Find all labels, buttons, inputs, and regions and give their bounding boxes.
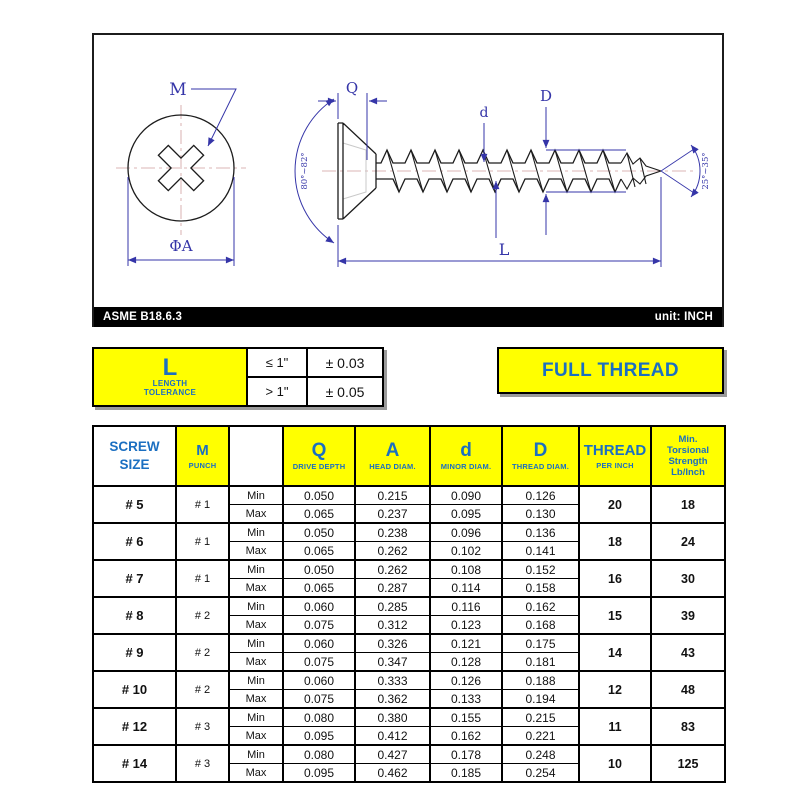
tolerance-title-cell (93, 348, 247, 406)
value-cell: 0.462 (355, 764, 430, 783)
value-cell: 0.312 (355, 616, 430, 635)
thread-per-inch-cell: 11 (579, 708, 651, 745)
value-cell: 0.065 (283, 542, 355, 561)
value-cell: 0.116 (430, 597, 502, 616)
standard-bar (94, 307, 722, 327)
value-cell: 0.162 (430, 727, 502, 746)
value-cell: 0.080 (283, 708, 355, 727)
unit-label: unit: INCH (654, 311, 713, 323)
value-cell: 0.126 (502, 486, 579, 505)
value-cell: 0.128 (430, 653, 502, 672)
value-cell: 0.060 (283, 671, 355, 690)
screw-size-cell: # 8 (93, 597, 176, 634)
min-label-cell: Min (229, 486, 283, 505)
value-cell: 0.095 (283, 764, 355, 783)
header-screw-size: SCREW SIZE (93, 426, 176, 486)
punch-label: M (169, 80, 187, 100)
table-row (93, 708, 725, 727)
value-cell: 0.248 (502, 745, 579, 764)
max-label-cell: Max (229, 690, 283, 709)
min-label-cell: Min (229, 671, 283, 690)
punch-cell: # 3 (176, 708, 229, 745)
header-thread-diam: D THREAD DIAM. (502, 426, 579, 486)
head-diam-label: ΦA (169, 237, 193, 255)
value-cell: 0.095 (430, 505, 502, 524)
value-cell: 0.155 (430, 708, 502, 727)
value-cell: 0.095 (283, 727, 355, 746)
value-cell: 0.050 (283, 486, 355, 505)
value-cell: 0.427 (355, 745, 430, 764)
tolerance-condition: ≤ 1" (247, 348, 307, 377)
value-cell: 0.254 (502, 764, 579, 783)
middle-row (92, 347, 724, 407)
punch-cell: # 2 (176, 671, 229, 708)
table-row (93, 634, 725, 653)
drive-depth-label: Q (345, 79, 359, 97)
value-cell: 0.130 (502, 505, 579, 524)
max-label-cell: Max (229, 653, 283, 672)
screw-size-cell: # 6 (93, 523, 176, 560)
table-row (93, 486, 725, 505)
strength-cell: 18 (651, 486, 725, 523)
tolerance-title-line2: TOLERANCE (143, 388, 197, 397)
value-cell: 0.075 (283, 653, 355, 672)
value-cell: 0.178 (430, 745, 502, 764)
technical-drawing-frame (92, 33, 724, 327)
punch-cell: # 1 (176, 486, 229, 523)
value-cell: 0.050 (283, 523, 355, 542)
full-thread-label: FULL THREAD (541, 359, 680, 381)
value-cell: 0.262 (355, 542, 430, 561)
strength-cell: 39 (651, 597, 725, 634)
value-cell: 0.158 (502, 579, 579, 598)
thread-per-inch-cell: 10 (579, 745, 651, 782)
min-label-cell: Min (229, 745, 283, 764)
screw-size-cell: # 7 (93, 560, 176, 597)
max-label-cell: Max (229, 579, 283, 598)
length-tolerance-box (92, 347, 384, 407)
value-cell: 0.347 (355, 653, 430, 672)
header-punch: M PUNCH (176, 426, 229, 486)
head-angle-label: 80°~82° (300, 152, 310, 190)
punch-cell: # 2 (176, 634, 229, 671)
strength-cell: 83 (651, 708, 725, 745)
value-cell: 0.185 (430, 764, 502, 783)
punch-cell: # 3 (176, 745, 229, 782)
strength-cell: 24 (651, 523, 725, 560)
thread-bottom-profile (376, 179, 621, 192)
value-cell: 0.133 (430, 690, 502, 709)
tolerance-condition: > 1" (247, 377, 307, 406)
length-label: L (498, 240, 510, 259)
value-cell: 0.362 (355, 690, 430, 709)
value-cell: 0.287 (355, 579, 430, 598)
value-cell: 0.123 (430, 616, 502, 635)
value-cell: 0.188 (502, 671, 579, 690)
full-thread-box (497, 347, 724, 394)
value-cell: 0.162 (502, 597, 579, 616)
punch-cell: # 1 (176, 523, 229, 560)
strength-cell: 125 (651, 745, 725, 782)
value-cell: 0.194 (502, 690, 579, 709)
value-cell: 0.168 (502, 616, 579, 635)
value-cell: 0.075 (283, 690, 355, 709)
min-label-cell: Min (229, 523, 283, 542)
strength-cell: 43 (651, 634, 725, 671)
header-torsional-strength: Min. Torsional Strength Lb/Inch (651, 426, 725, 486)
value-cell: 0.136 (502, 523, 579, 542)
thread-per-inch-cell: 14 (579, 634, 651, 671)
thread-per-inch-cell: 16 (579, 560, 651, 597)
max-label-cell: Max (229, 727, 283, 746)
thread-diam-label: D (539, 87, 553, 105)
value-cell: 0.090 (430, 486, 502, 505)
punch-cell: # 2 (176, 597, 229, 634)
value-cell: 0.080 (283, 745, 355, 764)
thread-per-inch-cell: 12 (579, 671, 651, 708)
value-cell: 0.175 (502, 634, 579, 653)
screw-drawing (94, 35, 722, 307)
value-cell: 0.065 (283, 505, 355, 524)
value-cell: 0.221 (502, 727, 579, 746)
value-cell: 0.108 (430, 560, 502, 579)
value-cell: 0.237 (355, 505, 430, 524)
value-cell: 0.060 (283, 634, 355, 653)
value-cell: 0.380 (355, 708, 430, 727)
tolerance-title-line1: LENGTH (152, 379, 188, 388)
value-cell: 0.114 (430, 579, 502, 598)
strength-cell: 48 (651, 671, 725, 708)
strength-cell: 30 (651, 560, 725, 597)
table-row (93, 523, 725, 542)
value-cell: 0.326 (355, 634, 430, 653)
min-label-cell: Min (229, 708, 283, 727)
value-cell: 0.412 (355, 727, 430, 746)
value-cell: 0.102 (430, 542, 502, 561)
value-cell: 0.126 (430, 671, 502, 690)
value-cell: 0.238 (355, 523, 430, 542)
table-row (93, 671, 725, 690)
value-cell: 0.141 (502, 542, 579, 561)
min-label-cell: Min (229, 597, 283, 616)
dimension-lines (128, 89, 700, 267)
value-cell: 0.050 (283, 560, 355, 579)
screw-size-cell: # 9 (93, 634, 176, 671)
header-thread-per-inch: THREAD PER INCH (579, 426, 651, 486)
tolerance-value: ± 0.05 (307, 377, 383, 406)
standard-label: ASME B18.6.3 (103, 311, 183, 323)
tolerance-symbol: L (162, 354, 178, 381)
punch-cell: # 1 (176, 560, 229, 597)
value-cell: 0.096 (430, 523, 502, 542)
thread-per-inch-cell: 18 (579, 523, 651, 560)
thread-per-inch-cell: 15 (579, 597, 651, 634)
screw-size-cell: # 10 (93, 671, 176, 708)
screw-size-cell: # 14 (93, 745, 176, 782)
header-drive-depth: Q DRIVE DEPTH (283, 426, 355, 486)
min-label-cell: Min (229, 560, 283, 579)
value-cell: 0.333 (355, 671, 430, 690)
table-row (93, 597, 725, 616)
max-label-cell: Max (229, 505, 283, 524)
value-cell: 0.285 (355, 597, 430, 616)
screw-geometry (128, 115, 661, 221)
header-minmax (229, 426, 283, 486)
value-cell: 0.181 (502, 653, 579, 672)
screw-size-cell: # 12 (93, 708, 176, 745)
table-row (93, 560, 725, 579)
header-row (93, 426, 725, 486)
value-cell: 0.215 (355, 486, 430, 505)
table-row (93, 745, 725, 764)
point-angle-label: 25°~35° (701, 152, 711, 190)
max-label-cell: Max (229, 542, 283, 561)
value-cell: 0.065 (283, 579, 355, 598)
header-head-diam: A HEAD DIAM. (355, 426, 430, 486)
max-label-cell: Max (229, 764, 283, 783)
value-cell: 0.060 (283, 597, 355, 616)
tolerance-value: ± 0.03 (307, 348, 383, 377)
value-cell: 0.075 (283, 616, 355, 635)
min-label-cell: Min (229, 634, 283, 653)
thread-per-inch-cell: 20 (579, 486, 651, 523)
value-cell: 0.262 (355, 560, 430, 579)
value-cell: 0.121 (430, 634, 502, 653)
max-label-cell: Max (229, 616, 283, 635)
spec-table (92, 425, 726, 783)
value-cell: 0.215 (502, 708, 579, 727)
value-cell: 0.152 (502, 560, 579, 579)
header-minor-diam: d MINOR DIAM. (430, 426, 502, 486)
minor-diam-label: d (479, 105, 489, 121)
screw-size-cell: # 5 (93, 486, 176, 523)
